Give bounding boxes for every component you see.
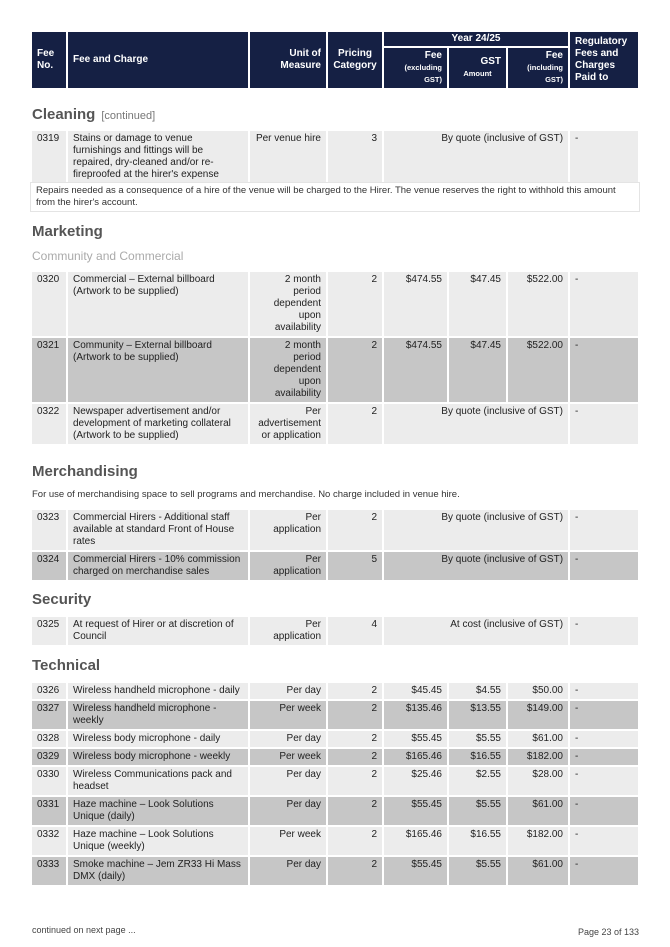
- header-fee-incl: [508, 48, 568, 88]
- header-year: Year 24/25: [384, 32, 568, 46]
- gst-amount-cell: $47.45: [449, 272, 506, 336]
- fee-number-cell: 0322: [32, 404, 66, 444]
- fee-excl-gst-cell: $165.46: [384, 827, 447, 855]
- fee-number-cell: 0320: [32, 272, 66, 336]
- header-fee-and-charge: Fee and Charge: [68, 32, 248, 88]
- fee-excl-gst-cell: $55.45: [384, 857, 447, 885]
- pricing-category-cell: 5: [328, 552, 382, 580]
- fee-description-cell: Newspaper advertisement and/or development of marketing collateral (Artwork to be supplied): [68, 404, 248, 444]
- gst-amount-cell: $2.55: [449, 767, 506, 795]
- gst-amount-cell: $47.45: [449, 338, 506, 402]
- fee-excl-gst-cell: $55.45: [384, 797, 447, 825]
- pricing-category-cell: 2: [328, 404, 382, 444]
- regulatory-cell: -: [570, 510, 638, 550]
- table-row: [32, 701, 638, 729]
- pricing-category-cell: 2: [328, 857, 382, 885]
- gst-amount-cell: $5.55: [449, 857, 506, 885]
- section-title-merchandising: Merchandising: [32, 463, 138, 480]
- fee-incl-gst-cell: $149.00: [508, 701, 568, 729]
- regulatory-cell: -: [570, 767, 638, 795]
- regulatory-cell: -: [570, 552, 638, 580]
- header-gst-label: GST: [480, 56, 501, 67]
- section-title-technical: Technical: [32, 657, 101, 674]
- table-row: [32, 731, 638, 747]
- pricing-category-cell: 2: [328, 701, 382, 729]
- unit-of-measure-cell: Per week: [250, 827, 326, 855]
- fee-description-cell: Haze machine – Look Solutions Unique (daily): [68, 797, 248, 825]
- table-row: [32, 797, 638, 825]
- fee-excl-gst-cell: $135.46: [384, 701, 447, 729]
- fee-number-cell: 0331: [32, 797, 66, 825]
- fee-description-cell: Wireless handheld microphone - weekly: [68, 701, 248, 729]
- fee-number-cell: 0328: [32, 731, 66, 747]
- pricing-category-cell: 2: [328, 338, 382, 402]
- continued-on-next-page: continued on next page ...: [32, 925, 136, 935]
- fee-incl-gst-cell: $61.00: [508, 731, 568, 747]
- regulatory-cell: -: [570, 749, 638, 765]
- cleaning-table: [30, 129, 640, 185]
- fee-incl-gst-cell: $522.00: [508, 272, 568, 336]
- fee-number-cell: 0319: [32, 131, 66, 183]
- fee-number-cell: 0325: [32, 617, 66, 645]
- regulatory-cell: -: [570, 797, 638, 825]
- unit-of-measure-cell: Per venue hire: [250, 131, 326, 183]
- table-row: [32, 552, 638, 580]
- unit-of-measure-cell: Per application: [250, 552, 326, 580]
- fee-excl-gst-cell: $165.46: [384, 749, 447, 765]
- unit-of-measure-cell: Per day: [250, 767, 326, 795]
- section-title-cleaning: [32, 106, 155, 123]
- section-title-cleaning-text: Cleaning: [32, 106, 96, 123]
- unit-of-measure-cell: Per day: [250, 683, 326, 699]
- table-row: [32, 749, 638, 765]
- header-pricing-category: Pricing Category: [328, 32, 382, 88]
- header-fee-excl-sub: (excluding GST): [404, 63, 442, 84]
- regulatory-cell: -: [570, 683, 638, 699]
- technical-table: [30, 681, 640, 887]
- table-row: [32, 617, 638, 645]
- regulatory-cell: -: [570, 131, 638, 183]
- unit-of-measure-cell: Per day: [250, 857, 326, 885]
- pricing-category-cell: 2: [328, 767, 382, 795]
- fee-incl-gst-cell: $182.00: [508, 827, 568, 855]
- regulatory-cell: -: [570, 338, 638, 402]
- header-fee-excl-label: Fee: [424, 50, 442, 61]
- table-row: [32, 272, 638, 336]
- fee-description-cell: Wireless body microphone - daily: [68, 731, 248, 747]
- fee-description-cell: Wireless body microphone - weekly: [68, 749, 248, 765]
- security-table: [30, 615, 640, 647]
- section-title-marketing: Marketing: [32, 223, 103, 240]
- header-gst-sub: Amount: [463, 69, 492, 78]
- regulatory-cell: -: [570, 827, 638, 855]
- continued-label: [continued]: [101, 110, 156, 122]
- table-row: [32, 131, 638, 183]
- fee-description-cell: Stains or damage to venue furnishings and fittings will be repaired, dry-cleaned and/or re-fireproofed at the hirer's expense: [68, 131, 248, 183]
- fee-excl-gst-cell: $25.46: [384, 767, 447, 795]
- unit-of-measure-cell: Per application: [250, 510, 326, 550]
- header-fee-incl-sub: (including GST): [527, 63, 563, 84]
- unit-of-measure-cell: 2 month period dependent upon availability: [250, 272, 326, 336]
- fee-number-cell: 0321: [32, 338, 66, 402]
- fee-description-cell: Commercial – External billboard (Artwork to be supplied): [68, 272, 248, 336]
- gst-amount-cell: $16.55: [449, 827, 506, 855]
- table-row: [32, 510, 638, 550]
- section-title-security: Security: [32, 591, 92, 608]
- fee-description-cell: Smoke machine – Jem ZR33 Hi Mass DMX (daily): [68, 857, 248, 885]
- table-row: [32, 338, 638, 402]
- fee-number-cell: 0324: [32, 552, 66, 580]
- header-unit-of-measure: Unit of Measure: [250, 32, 326, 88]
- fee-number-cell: 0323: [32, 510, 66, 550]
- unit-of-measure-cell: Per advertisement or application: [250, 404, 326, 444]
- header-fee-no: Fee No.: [32, 32, 66, 88]
- regulatory-cell: -: [570, 404, 638, 444]
- fee-number-cell: 0332: [32, 827, 66, 855]
- table-row: [32, 404, 638, 444]
- header-fee-excl: [384, 48, 447, 88]
- pricing-category-cell: 4: [328, 617, 382, 645]
- fee-description-cell: Wireless handheld microphone - daily: [68, 683, 248, 699]
- pricing-category-cell: 3: [328, 131, 382, 183]
- regulatory-cell: -: [570, 617, 638, 645]
- pricing-category-cell: 2: [328, 749, 382, 765]
- fee-number-cell: 0330: [32, 767, 66, 795]
- unit-of-measure-cell: Per application: [250, 617, 326, 645]
- fee-incl-gst-cell: $182.00: [508, 749, 568, 765]
- fee-description-cell: Commercial Hirers - 10% commission charged on merchandise sales: [68, 552, 248, 580]
- unit-of-measure-cell: 2 month period dependent upon availability: [250, 338, 326, 402]
- header-regulatory: Regulatory Fees and Charges Paid to: [570, 32, 638, 88]
- table-row: [32, 857, 638, 885]
- fee-incl-gst-cell: $522.00: [508, 338, 568, 402]
- table-row: [32, 683, 638, 699]
- page-number: Page 23 of 133: [577, 927, 639, 937]
- gst-amount-cell: $16.55: [449, 749, 506, 765]
- header-gst: [449, 48, 506, 88]
- quote-cell: At cost (inclusive of GST): [384, 617, 568, 645]
- pricing-category-cell: 2: [328, 797, 382, 825]
- gst-amount-cell: $13.55: [449, 701, 506, 729]
- quote-cell: By quote (inclusive of GST): [384, 552, 568, 580]
- unit-of-measure-cell: Per day: [250, 731, 326, 747]
- regulatory-cell: -: [570, 731, 638, 747]
- gst-amount-cell: $4.55: [449, 683, 506, 699]
- unit-of-measure-cell: Per week: [250, 701, 326, 729]
- header-fee-incl-label: Fee: [545, 50, 563, 61]
- regulatory-cell: -: [570, 701, 638, 729]
- fee-incl-gst-cell: $61.00: [508, 797, 568, 825]
- fee-incl-gst-cell: $61.00: [508, 857, 568, 885]
- fee-excl-gst-cell: $45.45: [384, 683, 447, 699]
- quote-cell: By quote (inclusive of GST): [384, 404, 568, 444]
- marketing-table: [30, 270, 640, 446]
- regulatory-cell: -: [570, 857, 638, 885]
- fee-incl-gst-cell: $50.00: [508, 683, 568, 699]
- pricing-category-cell: 2: [328, 827, 382, 855]
- fee-description-cell: At request of Hirer or at discretion of Council: [68, 617, 248, 645]
- regulatory-cell: -: [570, 272, 638, 336]
- pricing-category-cell: 2: [328, 272, 382, 336]
- fee-excl-gst-cell: $55.45: [384, 731, 447, 747]
- subsection-title-community-commercial: Community and Commercial: [32, 249, 184, 263]
- fee-excl-gst-cell: $474.55: [384, 338, 447, 402]
- table-row: [32, 827, 638, 855]
- fee-description-cell: Community – External billboard (Artwork to be supplied): [68, 338, 248, 402]
- fee-incl-gst-cell: $28.00: [508, 767, 568, 795]
- table-row: [32, 767, 638, 795]
- unit-of-measure-cell: Per week: [250, 749, 326, 765]
- quote-cell: By quote (inclusive of GST): [384, 510, 568, 550]
- fee-description-cell: Commercial Hirers - Additional staff available at standard Front of House rates: [68, 510, 248, 550]
- fee-number-cell: 0327: [32, 701, 66, 729]
- fee-number-cell: 0329: [32, 749, 66, 765]
- merchandising-table: [30, 508, 640, 582]
- pricing-category-cell: 2: [328, 731, 382, 747]
- merchandising-note: For use of merchandising space to sell programs and merchandise. No charge included in venue hire.: [32, 489, 460, 500]
- fee-number-cell: 0333: [32, 857, 66, 885]
- unit-of-measure-cell: Per day: [250, 797, 326, 825]
- quote-cell: By quote (inclusive of GST): [384, 131, 568, 183]
- fee-number-cell: 0326: [32, 683, 66, 699]
- pricing-category-cell: 2: [328, 510, 382, 550]
- fee-description-cell: Wireless Communications pack and headset: [68, 767, 248, 795]
- gst-amount-cell: $5.55: [449, 797, 506, 825]
- cleaning-note: Repairs needed as a consequence of a hire of the venue will be charged to the Hirer. The venue reserves the right to withhold this amount from the hirer's account.: [30, 182, 640, 212]
- fee-description-cell: Haze machine – Look Solutions Unique (weekly): [68, 827, 248, 855]
- fee-excl-gst-cell: $474.55: [384, 272, 447, 336]
- pricing-category-cell: 2: [328, 683, 382, 699]
- fee-table-header: [30, 30, 640, 90]
- gst-amount-cell: $5.55: [449, 731, 506, 747]
